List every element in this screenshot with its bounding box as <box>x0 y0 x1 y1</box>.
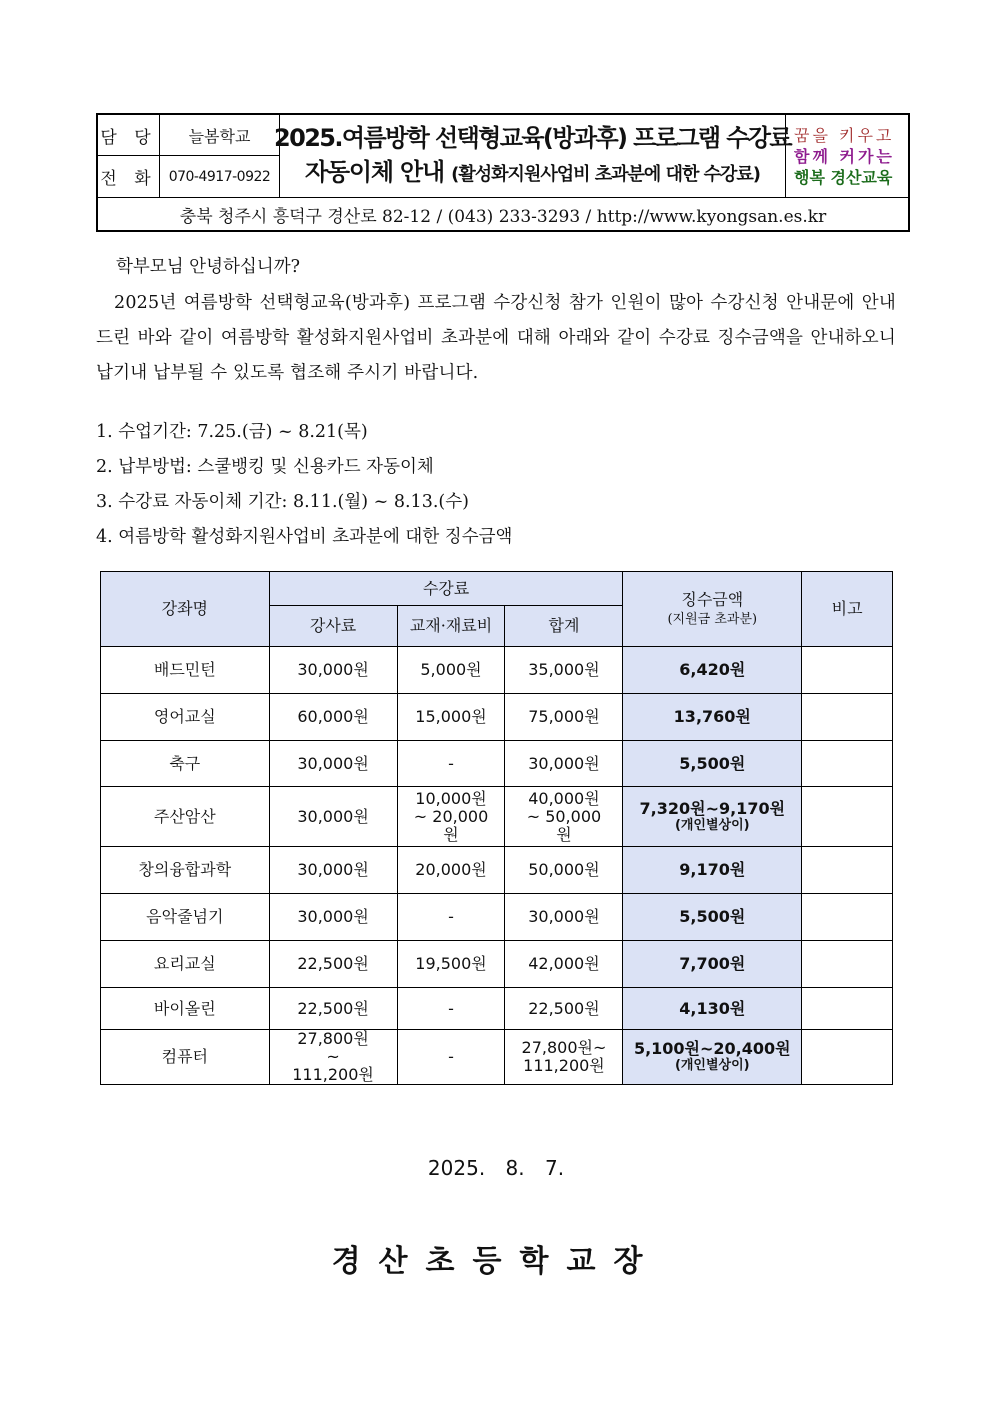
cell-course: 배드민턴 <box>101 647 270 694</box>
cell-material: 19,500원 <box>397 941 505 988</box>
charge-value: 7,320원~9,170원 <box>639 798 786 818</box>
title-line-2-main: 자동이체 안내 <box>304 157 445 186</box>
cell-total: 30,000원 <box>505 741 623 787</box>
slogan-line-1: 꿈을 키우고 <box>794 125 895 145</box>
cell-charge <box>623 1030 802 1085</box>
phone-value: 070-4917-0922 <box>160 156 280 197</box>
cell-instructor: 30,000원 <box>269 894 397 941</box>
header-instructor-fee: 강사료 <box>269 606 397 647</box>
charge-value: 5,100원~20,400원 <box>633 1039 791 1058</box>
cell-total: 40,000원~ 50,000원 <box>505 787 623 847</box>
cell-charge: 4,130원 <box>623 988 802 1030</box>
slogan-line-2: 함께 커가는 <box>794 146 895 166</box>
cell-total: 42,000원 <box>505 941 623 988</box>
list-item: 1. 수업기간: 7.25.(금) ~ 8.21(목) <box>96 422 368 442</box>
cell-instructor: 27,800원~ 111,200원 <box>269 1030 397 1085</box>
cell-charge: 5,500원 <box>623 741 802 787</box>
cell-instructor: 30,000원 <box>269 847 397 894</box>
header-top-row <box>98 115 908 198</box>
cell-course: 바이올린 <box>101 988 270 1030</box>
cell-total: 35,000원 <box>505 647 623 694</box>
cell-total: 30,000원 <box>505 894 623 941</box>
cell-material: - <box>397 988 505 1030</box>
intro-paragraph: 2025년 여름방학 선택형교육(방과후) 프로그램 수강신청 참가 인원이 많아 수강신청 안내문에 안내드린 바와 같이 여름방학 활성화지원사업비 초과분에 대해 아래와 같이 수강료 징수금액을 안내하오니 납기내 납부될 수 있도록 협조해 주시기 바랍니다. <box>96 293 896 383</box>
cell-instructor: 30,000원 <box>269 741 397 787</box>
cell-total: 27,800원~ 111,200원 <box>505 1030 623 1085</box>
document-header <box>96 113 910 232</box>
header-material-fee: 교재·재료비 <box>397 606 505 647</box>
fee-table <box>100 571 893 1085</box>
cell-remarks <box>802 741 893 787</box>
cell-material: 20,000원 <box>397 847 505 894</box>
cell-charge: 5,500원 <box>623 894 802 941</box>
cell-charge: 7,700원 <box>623 941 802 988</box>
document-date: 2025. 8. 7. <box>427 1156 565 1180</box>
cell-course: 영어교실 <box>101 694 270 741</box>
phone-label: 전 화 <box>98 156 160 197</box>
table-row <box>101 847 893 894</box>
cell-charge: 6,420원 <box>623 647 802 694</box>
title-line-1: 2025.여름방학 선택형교육(방과후) 프로그램 수강료 <box>274 123 792 152</box>
cell-total: 50,000원 <box>505 847 623 894</box>
cell-material: 5,000원 <box>397 647 505 694</box>
info-list <box>96 415 512 555</box>
cell-charge <box>623 787 802 847</box>
cell-charge: 13,760원 <box>623 694 802 741</box>
title-line-2 <box>305 155 760 192</box>
cell-instructor: 22,500원 <box>269 988 397 1030</box>
cell-material: - <box>397 1030 505 1085</box>
table-row <box>101 894 893 941</box>
document-title <box>274 115 792 197</box>
cell-course: 주산암산 <box>101 787 270 847</box>
cell-remarks <box>802 847 893 894</box>
cell-remarks <box>802 647 893 694</box>
header-charge <box>623 572 802 647</box>
cell-instructor: 30,000원 <box>269 647 397 694</box>
header-charge-label: 징수금액 <box>681 590 744 609</box>
school-slogan <box>786 115 908 197</box>
cell-course: 창의융합과학 <box>101 847 270 894</box>
cell-remarks <box>802 941 893 988</box>
manager-value: 늘봄학교 <box>160 115 280 156</box>
cell-remarks <box>802 787 893 847</box>
cell-course: 컴퓨터 <box>101 1030 270 1085</box>
table-row <box>101 647 893 694</box>
cell-material: 10,000원~ 20,000원 <box>397 787 505 847</box>
title-line-2-sub: (활성화지원사업비 초과분에 대한 수강료) <box>451 163 761 185</box>
cell-course: 축구 <box>101 741 270 787</box>
cell-material: 15,000원 <box>397 694 505 741</box>
greeting: 학부모님 안녕하십니까? <box>116 257 300 277</box>
table-row <box>101 1030 893 1085</box>
cell-instructor: 22,500원 <box>269 941 397 988</box>
cell-remarks <box>802 894 893 941</box>
cell-total: 75,000원 <box>505 694 623 741</box>
header-charge-note: (지원금 초과분) <box>667 612 758 627</box>
cell-total: 22,500원 <box>505 988 623 1030</box>
cell-instructor: 30,000원 <box>269 787 397 847</box>
list-item: 4. 여름방학 활성화지원사업비 초과분에 대한 징수금액 <box>96 527 513 547</box>
table-row <box>101 741 893 787</box>
header-course: 강좌명 <box>101 572 270 647</box>
school-address: 충북 청주시 흥덕구 경산로 82-12 / (043) 233-3293 / http://www.kyongsan.es.kr <box>179 206 827 227</box>
table-row <box>101 988 893 1030</box>
signer: 경산초등학교장 <box>331 1244 661 1279</box>
cell-remarks <box>802 1030 893 1085</box>
header-fee-group: 수강료 <box>269 572 623 606</box>
list-item: 2. 납부방법: 스쿨뱅킹 및 신용카드 자동이체 <box>96 457 434 477</box>
cell-course: 요리교실 <box>101 941 270 988</box>
cell-charge: 9,170원 <box>623 847 802 894</box>
table-row <box>101 941 893 988</box>
charge-note: (개인별상이) <box>674 817 750 833</box>
cell-material: - <box>397 894 505 941</box>
cell-remarks <box>802 694 893 741</box>
header-total: 합계 <box>505 606 623 647</box>
cell-instructor: 60,000원 <box>269 694 397 741</box>
charge-note: (개인별상이) <box>674 1058 750 1073</box>
header-remarks: 비고 <box>802 572 893 647</box>
manager-label: 담 당 <box>98 115 160 156</box>
cell-remarks <box>802 988 893 1030</box>
table-row <box>101 694 893 741</box>
slogan-line-3: 행복 경산교육 <box>794 167 893 187</box>
list-item: 3. 수강료 자동이체 기간: 8.11.(월) ~ 8.13.(수) <box>96 492 469 512</box>
cell-material: - <box>397 741 505 787</box>
cell-course: 음악줄넘기 <box>101 894 270 941</box>
table-row <box>101 787 893 847</box>
